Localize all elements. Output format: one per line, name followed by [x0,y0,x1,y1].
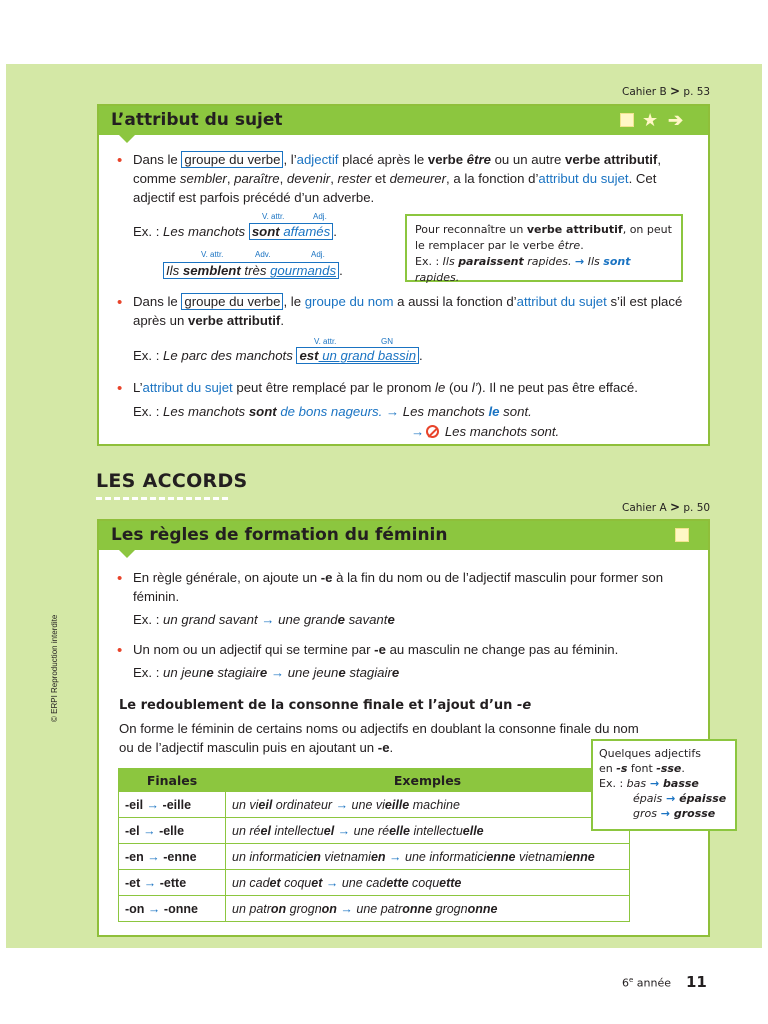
star-icon: ★ [642,110,659,130]
table-row [119,844,630,870]
header-pointer [119,135,135,143]
tag-gn: GN [381,337,393,346]
bullet-icon [117,576,125,584]
forbidden-icon [426,425,439,438]
bullet-icon [117,300,125,308]
arrow-right-icon: ➔ [668,110,684,130]
table-row [119,896,630,922]
finale-cell: -el → -elle [119,818,226,844]
finale-cell: -on → -onne [119,896,226,922]
tag-v-attr: V. attr. [314,337,337,346]
rule-paragraph-1: En règle générale, on ajoute un -e à la fin du nom ou de l’adjectif masculin pour former son féminin. [133,570,664,604]
tag-adv: Adv. [255,250,271,259]
panel-title: Les règles de formation du féminin [111,525,448,545]
rule-paragraph-1: Dans le groupe du verbe , l’adjectif placé après le verbe être ou un autre verbe attributif, comme sembler, paraître, devenir, rester et demeurer, a la fonction d’attribut du sujet. Cet adjectif est parfois précédé d’un adverbe. [133,152,661,205]
finale-cell: -et → -ette [119,870,226,896]
arrow-right-icon: → [389,849,402,864]
tag-adj: Adj. [311,250,325,259]
example-2: Ils semblent très gourmands . [163,261,343,280]
header-pointer [119,550,135,558]
arrow-right-icon: → [575,255,585,268]
cahier-reference: Cahier B > p. 53 [622,84,711,98]
level-square-icon [620,113,634,127]
bullet-icon [117,386,125,394]
example-1: Ex. : Les manchots sont affamés . [133,224,337,239]
page-number: 11 [686,973,707,991]
arrow-right-icon: → [382,404,403,419]
arrow-right-icon: → [143,823,156,838]
tag-v-attr: V. attr. [201,250,224,259]
chevron-right-icon: > [670,84,681,98]
arrow-right-icon: → [147,849,160,864]
subheading: Le redoublement de la consonne finale et l’ajout d’un -e [119,698,532,713]
example-cell: un informaticien vietnamien → une informaticienne vietnamienne [226,844,630,870]
arrow-right-icon: → [143,875,157,890]
paragraph-redoublement: On forme le féminin de certains noms ou adjectifs en doublant la consonne finale du nom ou de l’adjectif masculin puis en ajoutant un -e. [119,721,639,755]
table-row [119,792,630,818]
bullet-icon [117,158,125,166]
arrow-right-icon: → [325,875,339,890]
example-5: → Les manchots sont. [411,424,560,439]
chevron-right-icon: > [669,500,681,514]
table-header-row [119,769,630,792]
example-4: Ex. : Les manchots sont de bons nageurs. → Les manchots le sont. [133,404,532,419]
rule-paragraph-2: Dans le groupe du verbe , le groupe du nom a aussi la fonction d’attribut du sujet s’il est placé après un verbe attributif. [133,294,683,328]
example-cell: un vieil ordinateur → une vieille machine [226,792,630,818]
finales-table [118,768,630,922]
example-cell: un cadet coquet → une cadette coquette [226,870,630,896]
column-header-finales: Finales [119,769,226,792]
bullet-icon [117,648,125,656]
example-cell: un patron grognon → une patronne grognonne [226,896,630,922]
arrow-right-icon: → [335,797,349,812]
column-header-exemples: Exemples [226,769,630,792]
arrow-right-icon: → [337,823,351,838]
finale-cell: -eil → -eille [119,792,226,818]
rule-paragraph-2: Un nom ou un adjectif qui se termine par -e au masculin ne change pas au féminin. [133,642,619,657]
tip-box-verbe-attributif: Pour reconnaître un verbe attributif, on peut le remplacer par le verbe être. Ex. : Ils paraissent rapides. → Ils sont rapides. [405,214,683,282]
panel-attribut-du-sujet [97,104,710,446]
table-row [119,818,630,844]
table-row [119,870,630,896]
example-1: Ex. : un grand savant → une grande savante [133,612,395,627]
arrow-right-icon: → [146,797,160,812]
copyright-notice: © ERPI Reproduction interdite [50,614,59,722]
cahier-reference: Cahier A > p. 50 [622,500,711,514]
panel-title: L’attribut du sujet [111,110,283,130]
tag-v-attr: V. attr. [262,212,285,221]
level-square-icon [675,528,689,542]
example-cell: un réel intellectuel → une réelle intellectuelle [226,818,630,844]
arrow-right-icon: → [267,665,288,680]
arrow-right-icon: → [257,612,279,627]
section-underline [96,497,228,500]
rule-paragraph-3: L’attribut du sujet peut être remplacé par le pronom le (ou l’). Il ne peut pas être effacé. [133,380,638,395]
tag-adj: Adj. [313,212,327,221]
arrow-right-icon: → [340,901,353,916]
panel-header [99,106,708,135]
grade-label: 6e année [622,976,672,990]
arrow-right-icon: → [147,901,161,916]
tip-box-adjectifs-sse: Quelques adjectifs en -s font -sse. Ex. : bas → basse épais → épaisse gros → grosse [591,739,737,831]
arrow-right-icon: → [411,424,425,439]
example-3: Ex. : Le parc des manchots est un grand bassin . [133,348,423,363]
panel-header [99,521,708,550]
section-title: LES ACCORDS [96,470,248,492]
example-2: Ex. : un jeune stagiaire → une jeune stagiaire [133,665,400,680]
finale-cell: -en → -enne [119,844,226,870]
